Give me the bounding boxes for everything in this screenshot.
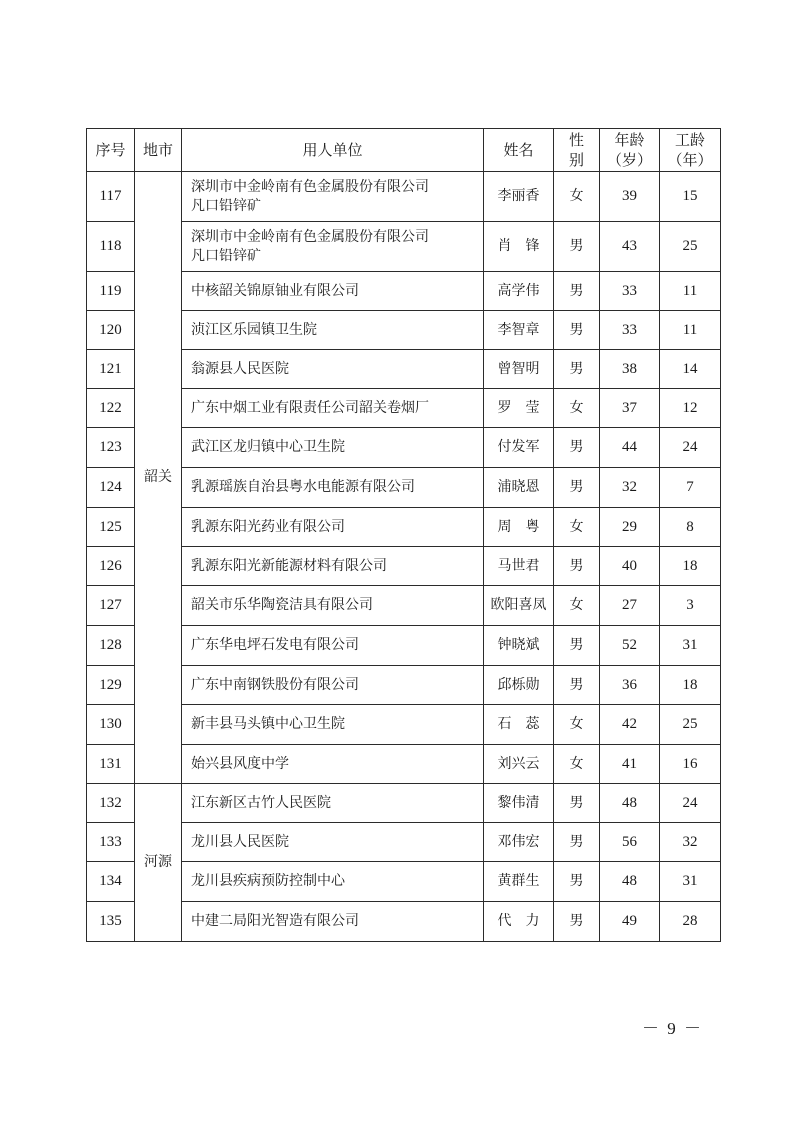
cell-age: 41 (600, 745, 660, 784)
cell-seniority: 31 (660, 862, 721, 902)
cell-gender: 男 (554, 823, 600, 862)
cell-employer (182, 428, 484, 468)
cell-name: 刘兴云 (484, 745, 554, 784)
cell-age: 38 (600, 350, 660, 389)
header-gender-line1: 性 (568, 131, 584, 149)
cell-name: 石 蕊 (484, 705, 554, 745)
cell-seniority: 11 (660, 272, 721, 311)
cell-name: 马世君 (484, 547, 554, 586)
employer-line: 江东新区古竹人民医院 (191, 794, 331, 811)
cell-name: 周 粤 (484, 508, 554, 547)
employer-line: 韶关市乐华陶瓷洁具有限公司 (191, 597, 373, 613)
cell-employer (182, 508, 484, 547)
cell-age: 33 (600, 311, 660, 350)
table-row (87, 705, 721, 745)
employer-line: 广东中南钢铁股份有限公司 (191, 676, 359, 693)
header-gender-line2: 别 (568, 151, 584, 169)
header-age-line2: （岁） (606, 151, 652, 169)
cell-seq: 130 (87, 705, 135, 745)
employer-line: 乳源东阳光药业有限公司 (191, 518, 345, 535)
cell-gender: 男 (554, 468, 600, 508)
cell-name: 罗 莹 (484, 389, 554, 428)
cell-gender: 男 (554, 311, 600, 350)
cell-seniority: 24 (660, 784, 721, 823)
header-seniority-line1: 工龄 (674, 131, 705, 149)
cell-employer (182, 272, 484, 311)
cell-employer (182, 784, 484, 823)
cell-name: 邓伟宏 (484, 823, 554, 862)
cell-seq: 117 (87, 172, 135, 222)
page-number: － 9 － (642, 1019, 703, 1038)
cell-seq: 124 (87, 468, 135, 508)
cell-employer (182, 586, 484, 626)
cell-name: 邱栎勋 (484, 666, 554, 705)
table-row (87, 468, 721, 508)
cell-name: 高学伟 (484, 272, 554, 311)
cell-seniority: 14 (660, 350, 721, 389)
cell-seq: 128 (87, 626, 135, 666)
cell-name: 肖 锋 (484, 222, 554, 272)
cell-seniority: 32 (660, 823, 721, 862)
cell-name: 浦晓恩 (484, 468, 554, 508)
table-row (87, 389, 721, 428)
cell-age: 52 (600, 626, 660, 666)
cell-gender: 男 (554, 272, 600, 311)
cell-seq: 121 (87, 350, 135, 389)
cell-age: 48 (600, 862, 660, 902)
header-seniority (660, 129, 721, 172)
cell-employer (182, 862, 484, 902)
table-row (87, 784, 721, 823)
cell-seq: 122 (87, 389, 135, 428)
cell-age: 42 (600, 705, 660, 745)
cell-age: 48 (600, 784, 660, 823)
cell-age: 37 (600, 389, 660, 428)
cell-city: 韶关 (135, 172, 182, 784)
cell-name: 黄群生 (484, 862, 554, 902)
employer-line: 中建二局阳光智造有限公司 (191, 913, 359, 929)
cell-gender: 女 (554, 705, 600, 745)
cell-gender: 女 (554, 389, 600, 428)
cell-name: 钟晓斌 (484, 626, 554, 666)
cell-name: 李智章 (484, 311, 554, 350)
table-row (87, 222, 721, 272)
employer-line: 武江区龙归镇中心卫生院 (191, 439, 345, 455)
cell-seq: 135 (87, 902, 135, 942)
cell-name: 黎伟清 (484, 784, 554, 823)
cell-gender: 男 (554, 666, 600, 705)
document-page (86, 128, 721, 942)
header-seq: 序号 (87, 129, 135, 172)
cell-seniority: 16 (660, 745, 721, 784)
employer-line: 中核韶关锦原铀业有限公司 (191, 282, 359, 299)
cell-employer (182, 350, 484, 389)
cell-seq: 133 (87, 823, 135, 862)
cell-employer (182, 705, 484, 745)
cell-seniority: 11 (660, 311, 721, 350)
header-age-line1: 年龄 (614, 131, 645, 149)
header-age (600, 129, 660, 172)
cell-employer (182, 745, 484, 784)
cell-gender: 女 (554, 172, 600, 222)
cell-employer (182, 172, 484, 222)
cell-age: 44 (600, 428, 660, 468)
cell-seq: 120 (87, 311, 135, 350)
table-row (87, 272, 721, 311)
table-row (87, 428, 721, 468)
cell-seniority: 12 (660, 389, 721, 428)
cell-seniority: 28 (660, 902, 721, 942)
cell-seniority: 7 (660, 468, 721, 508)
cell-seq: 125 (87, 508, 135, 547)
cell-employer (182, 311, 484, 350)
cell-name: 曾智明 (484, 350, 554, 389)
cell-employer (182, 222, 484, 272)
awardee-table (86, 128, 721, 942)
cell-gender: 女 (554, 586, 600, 626)
table-row (87, 862, 721, 902)
cell-gender: 男 (554, 428, 600, 468)
cell-name: 付发军 (484, 428, 554, 468)
cell-employer (182, 902, 484, 942)
cell-gender: 女 (554, 745, 600, 784)
cell-seq: 134 (87, 862, 135, 902)
cell-gender: 男 (554, 547, 600, 586)
cell-employer (182, 389, 484, 428)
cell-seq: 132 (87, 784, 135, 823)
cell-seniority: 3 (660, 586, 721, 626)
cell-seq: 126 (87, 547, 135, 586)
cell-seq: 119 (87, 272, 135, 311)
employer-line: 深圳市中金岭南有色金属股份有限公司 (191, 178, 429, 195)
cell-seq: 129 (87, 666, 135, 705)
table-row (87, 666, 721, 705)
employer-line: 乳源东阳光新能源材料有限公司 (191, 557, 387, 574)
cell-seniority: 25 (660, 705, 721, 745)
header-name: 姓名 (484, 129, 554, 172)
cell-employer (182, 823, 484, 862)
cell-employer (182, 666, 484, 705)
cell-gender: 男 (554, 862, 600, 902)
cell-seniority: 24 (660, 428, 721, 468)
table-row (87, 311, 721, 350)
table-row (87, 586, 721, 626)
cell-seq: 123 (87, 428, 135, 468)
table-row (87, 902, 721, 942)
cell-employer (182, 468, 484, 508)
cell-gender: 男 (554, 626, 600, 666)
cell-gender: 男 (554, 350, 600, 389)
table-row (87, 547, 721, 586)
table-row (87, 508, 721, 547)
cell-age: 29 (600, 508, 660, 547)
cell-age: 27 (600, 586, 660, 626)
employer-line: 翁源县人民医院 (191, 360, 289, 377)
cell-seniority: 31 (660, 626, 721, 666)
cell-seniority: 18 (660, 666, 721, 705)
header-seniority-line2: （年） (667, 151, 713, 169)
cell-name: 代 力 (484, 902, 554, 942)
employer-line: 新丰县马头镇中心卫生院 (191, 716, 345, 732)
cell-seniority: 8 (660, 508, 721, 547)
employer-line: 龙川县人民医院 (191, 833, 289, 850)
table-row (87, 626, 721, 666)
header-gender (554, 129, 600, 172)
cell-city: 河源 (135, 784, 182, 942)
cell-gender: 男 (554, 902, 600, 942)
cell-age: 32 (600, 468, 660, 508)
table-row (87, 823, 721, 862)
cell-gender: 男 (554, 222, 600, 272)
cell-seq: 127 (87, 586, 135, 626)
employer-line: 深圳市中金岭南有色金属股份有限公司 (191, 228, 429, 245)
table-body (87, 172, 721, 942)
header-city: 地市 (135, 129, 182, 172)
employer-line: 始兴县风度中学 (191, 755, 289, 772)
cell-seq: 118 (87, 222, 135, 272)
employer-line: 乳源瑶族自治县粤水电能源有限公司 (191, 479, 415, 495)
cell-age: 56 (600, 823, 660, 862)
cell-age: 39 (600, 172, 660, 222)
table-row (87, 172, 721, 222)
table-row (87, 350, 721, 389)
employer-line: 龙川县疾病预防控制中心 (191, 873, 345, 889)
cell-employer (182, 626, 484, 666)
cell-age: 49 (600, 902, 660, 942)
cell-age: 36 (600, 666, 660, 705)
cell-seniority: 15 (660, 172, 721, 222)
table-header-row (87, 129, 721, 172)
table-row (87, 745, 721, 784)
header-employer: 用人单位 (182, 129, 484, 172)
cell-seq: 131 (87, 745, 135, 784)
cell-age: 43 (600, 222, 660, 272)
employer-line: 凡口铅锌矿 (191, 197, 261, 214)
cell-age: 33 (600, 272, 660, 311)
employer-line: 广东中烟工业有限责任公司韶关卷烟厂 (191, 399, 429, 416)
employer-line: 浈江区乐园镇卫生院 (191, 321, 317, 338)
cell-seniority: 18 (660, 547, 721, 586)
employer-line: 广东华电坪石发电有限公司 (191, 637, 359, 653)
cell-age: 40 (600, 547, 660, 586)
cell-gender: 男 (554, 784, 600, 823)
cell-name: 欧阳喜凤 (484, 586, 554, 626)
cell-employer (182, 547, 484, 586)
cell-seniority: 25 (660, 222, 721, 272)
employer-line: 凡口铅锌矿 (191, 247, 261, 264)
cell-name: 李丽香 (484, 172, 554, 222)
cell-gender: 女 (554, 508, 600, 547)
